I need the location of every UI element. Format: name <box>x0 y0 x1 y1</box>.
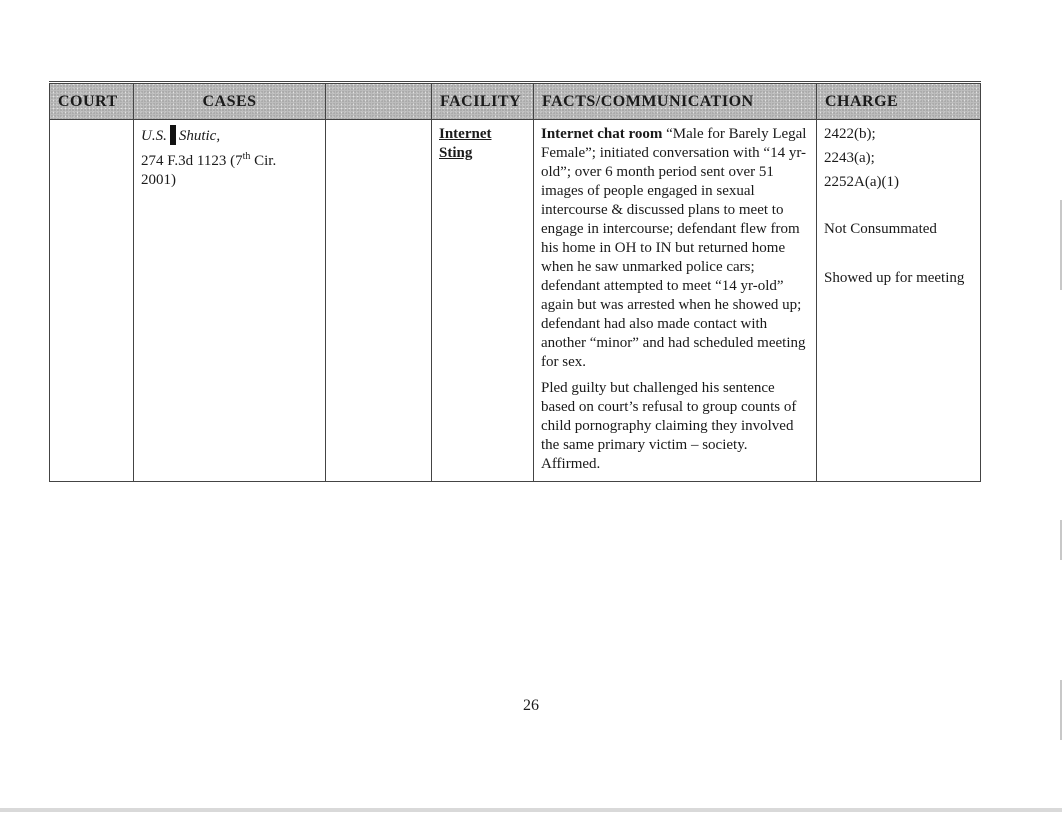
case-name-before: U.S. <box>141 128 167 144</box>
facts-paragraph-1: Internet chat room “Male for Barely Legal Female”; initiated conversation with “14 yr-old”; over 6 month period sent over 51 images of people engaged in sexual intercourse & discussed plans to meet to engage in intercourse; defendant flew from his home in OH to IN but returned home when he saw unmarked police cars; defendant attempted to meet “14 yr-old” again but was arrested when he showed up; defendant had also made contact with another “minor” and had scheduled meeting for sex. <box>541 126 807 370</box>
case-cell <box>134 120 326 482</box>
header-row <box>50 83 981 120</box>
table-row <box>50 120 981 482</box>
charge-statute: 2252A(a)(1) <box>824 174 899 190</box>
case-citation: 274 F.3d 1123 (7th Cir. 2001) <box>141 151 277 188</box>
page-number: 26 <box>523 697 539 714</box>
header-blank <box>326 83 432 120</box>
facility-label: Internet Sting <box>439 126 492 161</box>
blank-cell <box>326 120 432 482</box>
charge-cell <box>817 120 981 482</box>
page-bottom-edge <box>0 808 1062 812</box>
header-facts: FACTS/COMMUNICATION <box>534 83 817 120</box>
header-cases: CASES <box>134 83 326 120</box>
charge-statute: 2243(a); <box>824 150 875 166</box>
header-charge: CHARGE <box>817 83 981 120</box>
case-name <box>141 125 318 146</box>
cases-table <box>49 81 981 482</box>
court-cell <box>50 120 134 482</box>
facility-cell <box>432 120 534 482</box>
header-facility: FACILITY <box>432 83 534 120</box>
charge-note-meeting: Showed up for meeting <box>824 270 965 286</box>
redaction-mark <box>170 125 176 145</box>
charge-note-consummated: Not Consummated <box>824 221 937 237</box>
facts-cell <box>534 120 817 482</box>
facts-paragraph-2: Pled guilty but challenged his sentence based on court’s refusal to group counts of child pornography claiming they involved the same primary victim – society. Affirmed. <box>541 380 797 472</box>
case-name-after: Shutic, <box>178 128 221 144</box>
charge-statute: 2422(b); <box>824 126 876 142</box>
header-court: COURT <box>50 83 134 120</box>
